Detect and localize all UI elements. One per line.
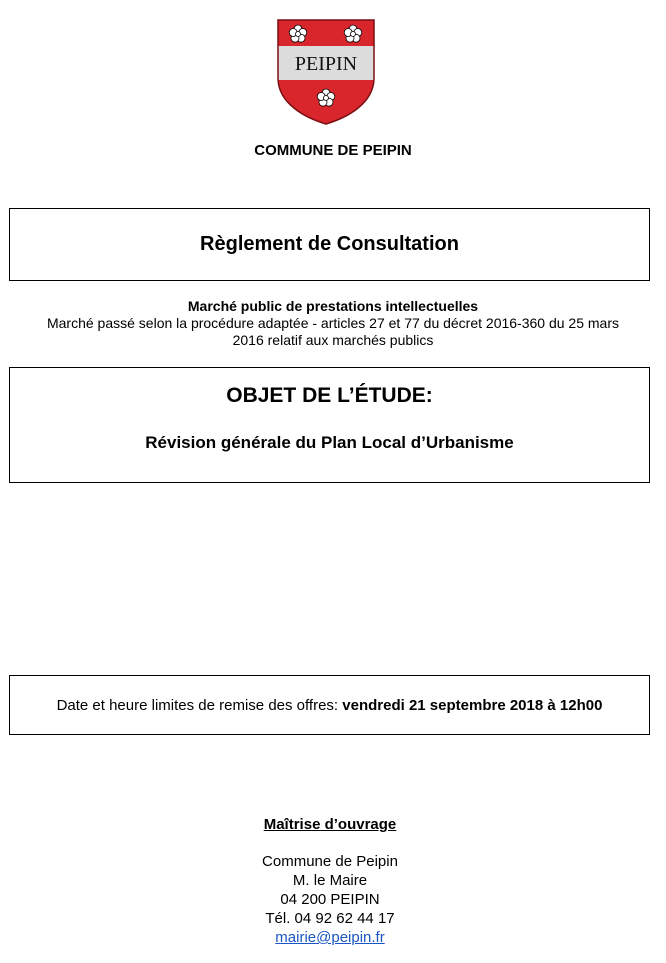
deadline-value: vendredi 21 septembre 2018 à 12h00 (342, 696, 603, 714)
deadline-box (9, 675, 650, 735)
owner-section (0, 815, 660, 947)
title-box (9, 208, 650, 281)
market-description (0, 298, 666, 349)
market-procedure-cont: 2016 relatif aux marchés publics (232, 332, 434, 348)
object-box (9, 367, 650, 483)
commune-name: COMMUNE DE PEIPIN (254, 142, 412, 159)
object-subject: Révision générale du Plan Local d’Urbanisme (145, 433, 514, 452)
owner-heading: Maîtrise d’ouvrage (263, 816, 397, 833)
owner-mayor: M. le Maire (292, 872, 368, 889)
owner-phone: Tél. 04 92 62 44 17 (265, 910, 395, 927)
market-procedure: Marché passé selon la procédure adaptée - articles 27 et 77 du décret 2016-360 du 25 mars (46, 315, 620, 331)
crest-text: PEIPIN (294, 53, 358, 75)
owner-name: Commune de Peipin (262, 853, 398, 870)
commune-crest-logo (276, 18, 376, 126)
deadline-label: Date et heure limites de remise des offres: (56, 696, 339, 714)
owner-email-link[interactable]: mairie@peipin.fr (275, 929, 385, 946)
market-type: Marché public de prestations intellectuelles (187, 298, 479, 314)
document-title: Règlement de Consultation (200, 233, 459, 255)
object-heading: OBJET DE L’ÉTUDE: (226, 384, 433, 407)
owner-address: 04 200 PEIPIN (280, 891, 380, 908)
